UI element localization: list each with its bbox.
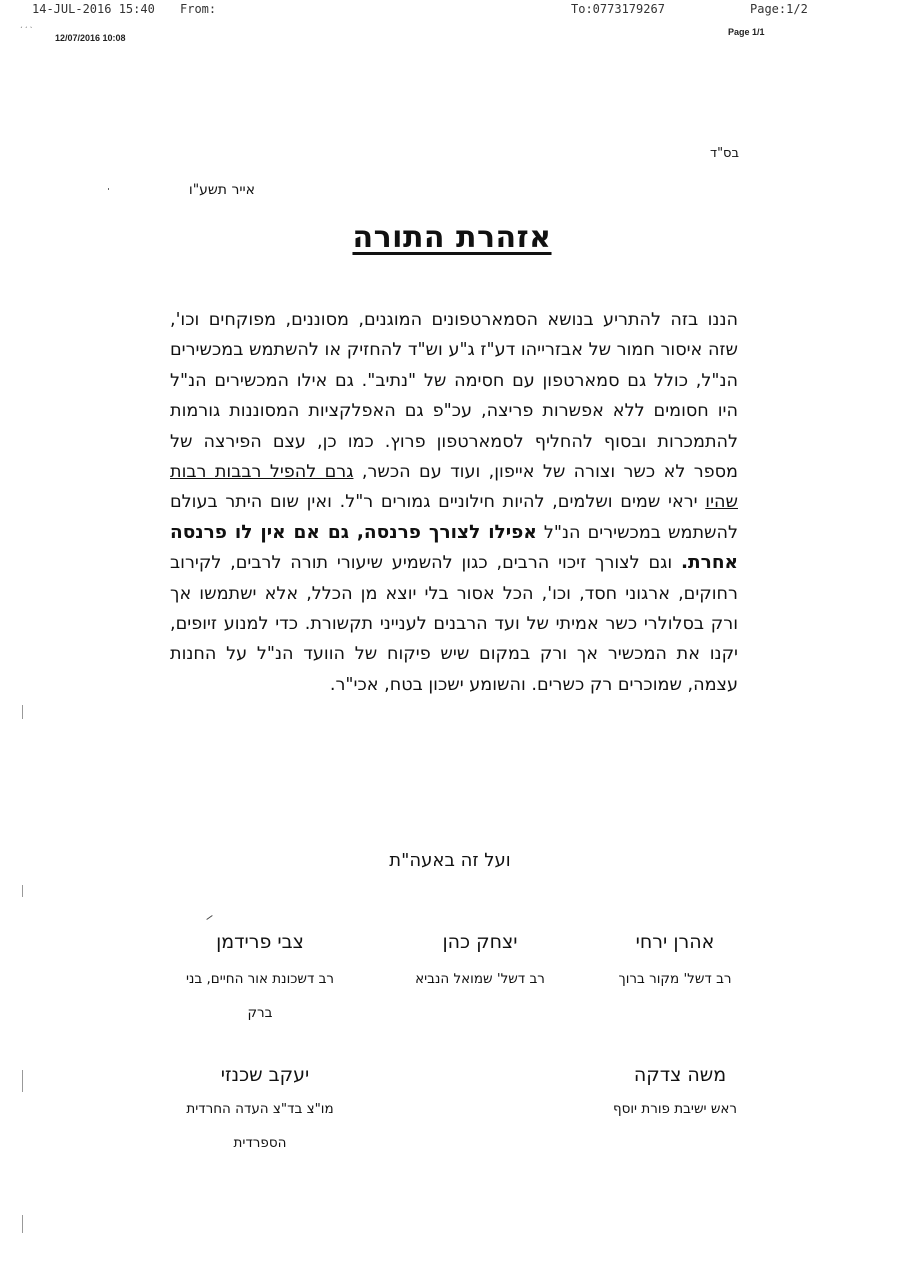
signatory-name-2: יצחק כהן <box>442 931 518 953</box>
signoff: ועל זה באעה"ת <box>389 850 511 871</box>
scan-speck <box>22 1215 23 1233</box>
body-underlined-text: גרם להפיל רבבות רבות שהיו <box>170 462 738 513</box>
scan-speck <box>108 188 109 190</box>
signature-mark <box>206 915 212 920</box>
signatory-name-5: יעקב שכנזי <box>220 1064 310 1086</box>
signatory-name-3: צבי פרידמן <box>216 931 304 953</box>
fax-mark: ˊ ˊ ˋ <box>20 26 33 35</box>
body-text-1: הננו בזה להתריע בנושא הסמארטפונים המוגנים, מסוננים, מפוקחים וכו', שזה איסור חמור של אבזרייהו דע"ז ג"ע וש"ד להחזיק או להשתמש במכשירים הנ"ל, כולל גם סמארטפון עם חסימה של "נתיב". גם אילו המכשירים הנ"ל היו חסומים ללא אפשרות פריצה, עכ"פ גם האפלקציות המסוננות גורמות להתמכרות ובסוף להחליף לסמארטפון פרוץ. כמו כן, עצם הפירצה של מספר לא כשר וצורה של אייפון, ועוד עם הכשר, <box>170 310 738 483</box>
body-bold-text: אפילו לצורך פרנסה, גם אם אין לו פרנסה אחרת. <box>170 521 738 574</box>
signatory-title-5: מו"צ בד"צ העדה החרדית הספרדית <box>186 1101 334 1151</box>
bsd-mark: בס"ד <box>709 146 739 161</box>
fax-to-number: To:0773179267 <box>571 2 665 16</box>
letter-body <box>170 305 738 700</box>
header-timestamp: 12/07/2016 10:08 <box>55 33 126 43</box>
header-page-label: Page 1/1 <box>728 27 765 37</box>
fax-datetime: 14-JUL-2016 15:40 <box>32 2 155 16</box>
signatory-title-1: רב דשל' מקור ברוך <box>618 971 732 987</box>
body-text-3: וגם לצורך זיכוי הרבים, כגון להשמיע שיעורי תורה לרבים, לקירוב רחוקים, ארגוני חסד, וכו', הכל אסור בלי יוצא מן הכלל, אלא ישתמשו אך ורק בסלולרי כשר אמיתי של ועד הרבנים לענייני תקשורת. כדי למנוע זיופים, יקנו את המכשיר אך ורק במקום שיש פיקוח של הוועד הנ"ל על החנות עצמה, שמוכרים רק כשרים. והשומע ישכון בטח, אכי"ר. <box>170 553 738 695</box>
scan-speck <box>22 1070 23 1092</box>
signatory-title-3: רב דשכונת אור החיים, בני ברק <box>185 971 335 1021</box>
letter-date: אייר תשע"ו <box>188 182 255 198</box>
page-title: אזהרת התורה <box>352 220 552 255</box>
signatory-name-1: אהרן ירחי <box>635 931 715 953</box>
signatory-name-4: משה צדקה <box>633 1064 727 1086</box>
body-text-2: יראי שמים ושלמים, להיות חילוניים גמורים ר"ל. ואין שום היתר בעולם להשתמש במכשירים הנ"ל <box>170 492 738 543</box>
signatory-title-4: ראש ישיבת פורת יוסף <box>612 1101 738 1117</box>
scan-speck <box>22 705 23 719</box>
scan-speck <box>22 885 23 897</box>
fax-page-count: Page:1/2 <box>750 2 808 16</box>
signatory-title-2: רב דשל' שמואל הנביא <box>415 971 545 987</box>
fax-from-label: From: <box>180 2 217 16</box>
